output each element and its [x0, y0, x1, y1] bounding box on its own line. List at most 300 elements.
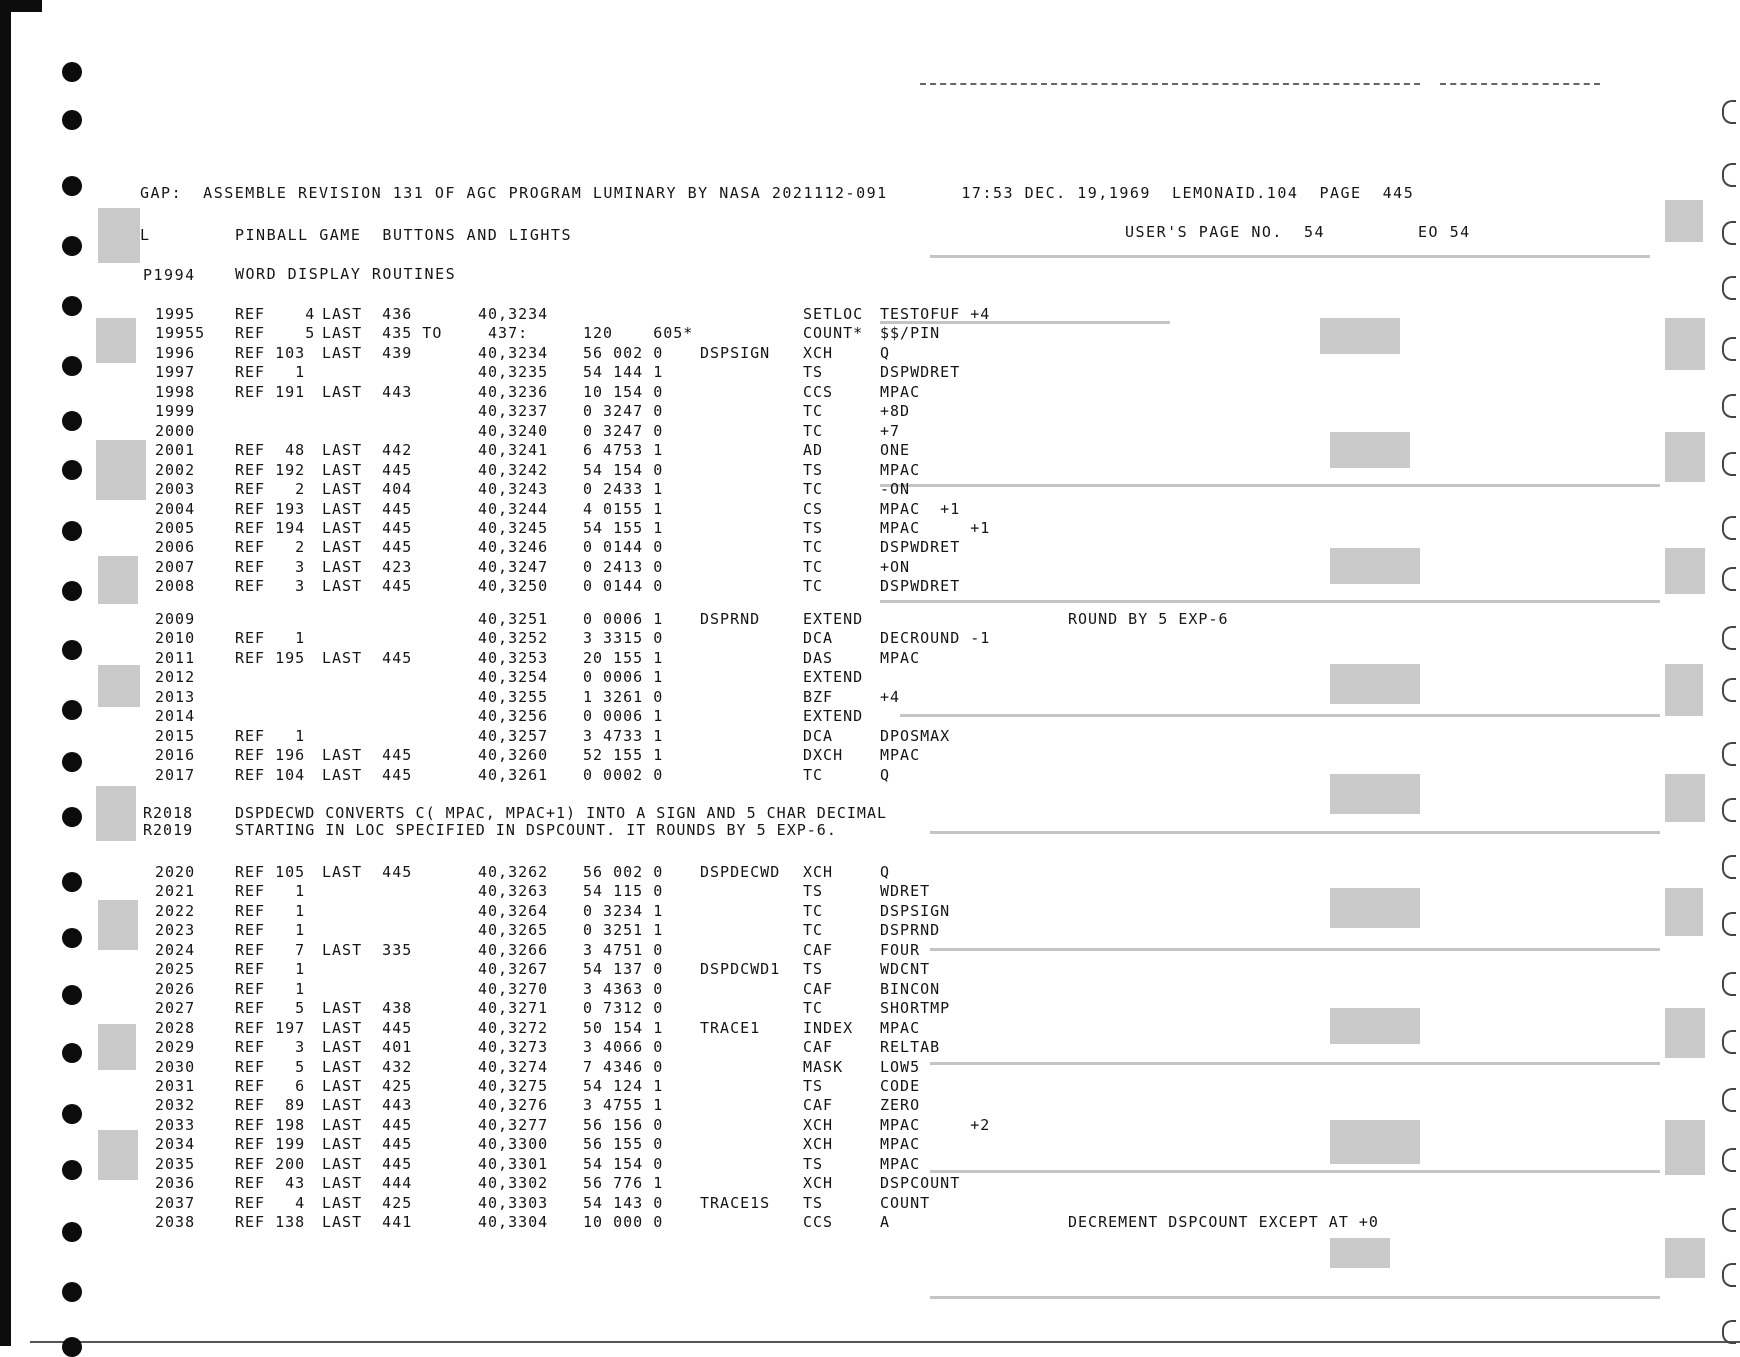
listing-op: TC: [803, 577, 824, 595]
listing-operand: DSPCOUNT: [880, 1174, 961, 1192]
listing-addr: 40,3250: [478, 577, 549, 595]
listing-operand: COUNT: [880, 1194, 931, 1212]
bottom-edge-rule: [30, 1341, 1740, 1343]
listing-word: 56 156 0: [583, 1116, 664, 1134]
listing-addr: 40,3253: [478, 649, 549, 667]
listing-addr: 437:: [478, 324, 529, 342]
listing-operand: MPAC: [880, 461, 921, 479]
scan-artifact: [920, 83, 1420, 86]
listing-op: TC: [803, 480, 824, 498]
listing-addr: 40,3240: [478, 422, 549, 440]
listing-ref: REF 1: [235, 727, 306, 745]
listing-word: 54 124 1: [583, 1077, 664, 1095]
listing-operand: Q: [880, 344, 891, 362]
listing-op: CAF: [803, 941, 834, 959]
listing-ref: REF 2: [235, 538, 306, 556]
listing-ln: 2029: [155, 1038, 196, 1056]
listing-op: XCH: [803, 863, 834, 881]
edge-mark: [1722, 1208, 1736, 1232]
listing-ln: 2010: [155, 629, 196, 647]
feed-hole: [62, 296, 82, 316]
listing-operand: DSPWDRET: [880, 577, 961, 595]
listing-operand: -ON: [880, 480, 911, 498]
scan-artifact: [930, 1170, 1660, 1173]
listing-last: LAST 445: [322, 500, 413, 518]
listing-addr: 40,3301: [478, 1155, 549, 1173]
listing-operand: WDRET: [880, 882, 931, 900]
listing-operand: ZERO: [880, 1096, 921, 1114]
feed-hole: [62, 928, 82, 948]
scan-artifact: [1665, 664, 1703, 716]
listing-ln: 2009: [155, 610, 196, 628]
scan-artifact: [1330, 664, 1420, 704]
remark-text: DSPDECWD CONVERTS C( MPAC, MPAC+1) INTO A SIGN AND 5 CHAR DECIMAL: [235, 804, 887, 822]
listing-op: TC: [803, 538, 824, 556]
listing-ref: REF 200: [235, 1155, 306, 1173]
listing-operand: +7: [880, 422, 901, 440]
listing-word: 3 4363 0: [583, 980, 664, 998]
listing-word: 7 4346 0: [583, 1058, 664, 1076]
listing-last: LAST 435 TO: [322, 324, 443, 342]
scan-artifact: [1440, 83, 1600, 86]
remark-text: STARTING IN LOC SPECIFIED IN DSPCOUNT. IT ROUNDS BY 5 EXP-6.: [235, 821, 837, 839]
scan-artifact: [96, 440, 146, 500]
edge-mark: [1722, 1320, 1736, 1344]
listing-last: LAST 445: [322, 577, 413, 595]
listing-op: TC: [803, 422, 824, 440]
listing-last: LAST 404: [322, 480, 413, 498]
listing-addr: 40,3241: [478, 441, 549, 459]
listing-operand: MPAC +1: [880, 519, 991, 537]
listing-ln: 2030: [155, 1058, 196, 1076]
listing-op: TS: [803, 519, 824, 537]
listing-ln: 2037: [155, 1194, 196, 1212]
listing-ref: REF 1: [235, 629, 306, 647]
feed-hole: [62, 581, 82, 601]
listing-word: 54 115 0: [583, 882, 664, 900]
listing-op: CAF: [803, 1038, 834, 1056]
edge-mark: [1722, 452, 1736, 476]
listing-op: TS: [803, 882, 824, 900]
scan-artifact: [98, 208, 140, 263]
listing-ref: REF 1: [235, 980, 306, 998]
feed-hole: [62, 1222, 82, 1242]
listing-operand: MPAC +1: [880, 500, 961, 518]
scan-artifact: [1665, 1120, 1705, 1175]
p-line-text: WORD DISPLAY ROUTINES: [235, 265, 457, 283]
listing-word: 1 3261 0: [583, 688, 664, 706]
listing-word: 52 155 1: [583, 746, 664, 764]
listing-word: 0 0144 0: [583, 538, 664, 556]
listing-last: LAST 401: [322, 1038, 413, 1056]
edge-mark: [1722, 163, 1736, 187]
listing-ln: 2008: [155, 577, 196, 595]
feed-hole: [62, 176, 82, 196]
listing-ln: 2027: [155, 999, 196, 1017]
listing-word: 0 3247 0: [583, 422, 664, 440]
listing-word: 3 4755 1: [583, 1096, 664, 1114]
scan-artifact: [98, 900, 138, 950]
listing-ln: 2005: [155, 519, 196, 537]
feed-hole: [62, 640, 82, 660]
scan-artifact: [98, 1024, 136, 1070]
listing-ln: 2033: [155, 1116, 196, 1134]
listing-op: BZF: [803, 688, 834, 706]
listing-ref: REF 2: [235, 480, 306, 498]
scan-artifact: [880, 484, 1660, 487]
edge-mark: [1722, 394, 1736, 418]
listing-ln: 19955: [155, 324, 206, 342]
listing-comment: DECREMENT DSPCOUNT EXCEPT AT +0: [1068, 1213, 1379, 1231]
listing-last: LAST 425: [322, 1077, 413, 1095]
listing-last: LAST 445: [322, 863, 413, 881]
listing-word: 4 0155 1: [583, 500, 664, 518]
listing-word: 3 4733 1: [583, 727, 664, 745]
listing-ref: REF 103: [235, 344, 306, 362]
listing-ln: 2024: [155, 941, 196, 959]
listing-label: TRACE1S: [700, 1194, 771, 1212]
listing-addr: 40,3274: [478, 1058, 549, 1076]
listing-last: LAST 445: [322, 1116, 413, 1134]
listing-addr: 40,3277: [478, 1116, 549, 1134]
listing-addr: 40,3237: [478, 402, 549, 420]
listing-ref: REF 6: [235, 1077, 306, 1095]
scan-artifact: [1665, 318, 1705, 370]
edge-mark: [1722, 972, 1736, 996]
listing-word: 54 154 0: [583, 461, 664, 479]
section-title: PINBALL GAME BUTTONS AND LIGHTS: [235, 226, 572, 244]
listing-last: LAST 445: [322, 766, 413, 784]
listing-ln: 2001: [155, 441, 196, 459]
listing-operand: MPAC: [880, 383, 921, 401]
scan-artifact: [930, 255, 1650, 258]
listing-operand: +4: [880, 688, 901, 706]
listing-operand: MPAC: [880, 649, 921, 667]
listing-operand: +ON: [880, 558, 911, 576]
listing-comment: ROUND BY 5 EXP-6: [1068, 610, 1229, 628]
listing-addr: 40,3235: [478, 363, 549, 381]
listing-operand: DPOSMAX: [880, 727, 951, 745]
listing-op: TC: [803, 921, 824, 939]
listing-word: 0 2433 1: [583, 480, 664, 498]
feed-hole: [62, 1104, 82, 1124]
listing-operand: Q: [880, 863, 891, 881]
listing-addr: 40,3254: [478, 668, 549, 686]
listing-addr: 40,3275: [478, 1077, 549, 1095]
listing-operand: Q: [880, 766, 891, 784]
listing-word: 56 776 1: [583, 1174, 664, 1192]
scan-artifact: [1320, 318, 1400, 354]
listing-last: LAST 445: [322, 1155, 413, 1173]
edge-mark: [1722, 678, 1736, 702]
listing-ref: REF 193: [235, 500, 306, 518]
listing-op: DXCH: [803, 746, 844, 764]
listing-addr: 40,3255: [478, 688, 549, 706]
listing-last: LAST 444: [322, 1174, 413, 1192]
listing-ref: REF 3: [235, 1038, 306, 1056]
listing-addr: 40,3270: [478, 980, 549, 998]
listing-label: DSPDECWD: [700, 863, 781, 881]
scan-artifact: [1665, 1008, 1705, 1058]
eo-number: EO 54: [1418, 223, 1471, 241]
listing-operand: BINCON: [880, 980, 941, 998]
listing-last: LAST 445: [322, 461, 413, 479]
feed-hole: [62, 1337, 82, 1357]
listing-op: CAF: [803, 980, 834, 998]
scan-artifact: [930, 948, 1660, 951]
listing-addr: 40,3302: [478, 1174, 549, 1192]
listing-addr: 40,3252: [478, 629, 549, 647]
listing-addr: 40,3264: [478, 902, 549, 920]
listing-ref: REF 1: [235, 882, 306, 900]
listing-word: 0 3251 1: [583, 921, 664, 939]
listing-addr: 40,3257: [478, 727, 549, 745]
listing-operand: DECROUND -1: [880, 629, 991, 647]
scan-artifact: [1665, 774, 1705, 822]
listing-label: DSPRND: [700, 610, 761, 628]
listing-op: DCA: [803, 629, 834, 647]
listing-operand: FOUR: [880, 941, 921, 959]
listing-word: 0 3247 0: [583, 402, 664, 420]
listing-ln: 2017: [155, 766, 196, 784]
listing-ln: 2003: [155, 480, 196, 498]
scan-artifact: [900, 714, 1660, 717]
listing-addr: 40,3234: [478, 305, 549, 323]
listing-addr: 40,3246: [478, 538, 549, 556]
listing-addr: 40,3265: [478, 921, 549, 939]
listing-ref: REF 48: [235, 441, 306, 459]
listing-last: LAST 335: [322, 941, 413, 959]
listing-label: TRACE1: [700, 1019, 761, 1037]
listing-addr: 40,3262: [478, 863, 549, 881]
scan-artifact: [98, 665, 140, 707]
listing-op: XCH: [803, 1135, 834, 1153]
listing-ln: 1996: [155, 344, 196, 362]
feed-hole: [62, 1160, 82, 1180]
listing-ln: 2011: [155, 649, 196, 667]
feed-hole: [62, 62, 82, 82]
listing-op: INDEX: [803, 1019, 854, 1037]
listing-word: 3 4066 0: [583, 1038, 664, 1056]
listing-ref: REF 89: [235, 1096, 306, 1114]
listing-operand: $$/PIN: [880, 324, 941, 342]
listing-operand: SHORTMP: [880, 999, 951, 1017]
listing-operand: +8D: [880, 402, 911, 420]
listing-operand: DSPRND: [880, 921, 941, 939]
listing-word: 0 0006 1: [583, 707, 664, 725]
edge-mark: [1722, 626, 1736, 650]
listing-op: DAS: [803, 649, 834, 667]
listing-label: DSPDCWD1: [700, 960, 781, 978]
listing-word: 56 155 0: [583, 1135, 664, 1153]
listing-operand: RELTAB: [880, 1038, 941, 1056]
listing-ref: REF 5: [235, 999, 306, 1017]
listing-addr: 40,3276: [478, 1096, 549, 1114]
listing-ref: REF 199: [235, 1135, 306, 1153]
listing-last: LAST 439: [322, 344, 413, 362]
edge-mark: [1722, 742, 1736, 766]
listing-last: LAST 445: [322, 649, 413, 667]
feed-hole: [62, 807, 82, 827]
listing-operand: MPAC: [880, 1019, 921, 1037]
listing-operand: CODE: [880, 1077, 921, 1095]
listing-op: EXTEND: [803, 707, 864, 725]
scan-artifact: [1330, 888, 1420, 928]
listing-ref: REF 105: [235, 863, 306, 881]
listing-ref: REF 192: [235, 461, 306, 479]
listing-word: 3 3315 0: [583, 629, 664, 647]
listing-last: LAST 425: [322, 1194, 413, 1212]
listing-op: TS: [803, 461, 824, 479]
edge-mark: [1722, 221, 1736, 245]
listing-ln: 1998: [155, 383, 196, 401]
listing-op: CAF: [803, 1096, 834, 1114]
feed-hole: [62, 872, 82, 892]
listing-addr: 40,3245: [478, 519, 549, 537]
edge-mark: [1722, 1263, 1736, 1287]
listing-addr: 40,3244: [478, 500, 549, 518]
listing-op: TS: [803, 1155, 824, 1173]
listing-operand: MPAC: [880, 1155, 921, 1173]
feed-hole: [62, 1282, 82, 1302]
listing-addr: 40,3243: [478, 480, 549, 498]
listing-addr: 40,3267: [478, 960, 549, 978]
listing-ref: REF 5: [235, 324, 316, 342]
listing-addr: 40,3251: [478, 610, 549, 628]
listing-ln: 2004: [155, 500, 196, 518]
scan-artifact: [1665, 200, 1703, 242]
listing-addr: 40,3273: [478, 1038, 549, 1056]
listing-word: 54 143 0: [583, 1194, 664, 1212]
listing-op: EXTEND: [803, 668, 864, 686]
listing-ln: 2022: [155, 902, 196, 920]
listing-last: LAST 445: [322, 519, 413, 537]
listing-op: XCH: [803, 1116, 834, 1134]
listing-ref: REF 1: [235, 921, 306, 939]
feed-hole: [62, 985, 82, 1005]
scan-artifact: [96, 786, 136, 841]
feed-hole: [62, 1043, 82, 1063]
listing-addr: 40,3261: [478, 766, 549, 784]
feed-hole: [62, 752, 82, 772]
edge-mark: [1722, 1030, 1736, 1054]
feed-hole: [62, 236, 82, 256]
listing-op: TC: [803, 999, 824, 1017]
scan-artifact: [98, 556, 138, 604]
listing-op: TS: [803, 1194, 824, 1212]
listing-ref: REF 195: [235, 649, 306, 667]
listing-addr: 40,3266: [478, 941, 549, 959]
scan-artifact: [880, 600, 1660, 603]
listing-word: 0 0006 1: [583, 610, 664, 628]
listing-operand: DSPSIGN: [880, 902, 951, 920]
listing-addr: 40,3272: [478, 1019, 549, 1037]
listing-op: TS: [803, 960, 824, 978]
listing-word: 54 155 1: [583, 519, 664, 537]
feed-hole: [62, 411, 82, 431]
edge-mark: [1722, 798, 1736, 822]
edge-mark: [1722, 1088, 1736, 1112]
remark-line-number: R2018: [143, 804, 194, 822]
feed-hole: [62, 700, 82, 720]
listing-addr: 40,3236: [478, 383, 549, 401]
feed-hole: [62, 356, 82, 376]
listing-word: 10 154 0: [583, 383, 664, 401]
listing-word: 56 002 0: [583, 863, 664, 881]
users-page-number: USER'S PAGE NO. 54: [1125, 223, 1326, 241]
scan-artifact: [1330, 774, 1420, 814]
scan-artifact: [1665, 548, 1705, 594]
listing-ln: 2014: [155, 707, 196, 725]
listing-operand: WDCNT: [880, 960, 931, 978]
edge-mark: [1722, 516, 1736, 540]
listing-ln: 2038: [155, 1213, 196, 1231]
listing-op: XCH: [803, 1174, 834, 1192]
scan-artifact: [1665, 1238, 1705, 1278]
edge-mark: [1722, 100, 1736, 124]
listing-ln: 2000: [155, 422, 196, 440]
listing-op: TS: [803, 363, 824, 381]
listing-ref: REF 198: [235, 1116, 306, 1134]
listing-addr: 40,3304: [478, 1213, 549, 1231]
listing-word: 56 002 0: [583, 344, 664, 362]
listing-ln: 2026: [155, 980, 196, 998]
listing-ln: 1999: [155, 402, 196, 420]
listing-ref: REF 197: [235, 1019, 306, 1037]
scan-artifact: [1665, 888, 1703, 936]
listing-operand: MPAC +2: [880, 1116, 991, 1134]
listing-ref: REF 196: [235, 746, 306, 764]
listing-word: 20 155 1: [583, 649, 664, 667]
listing-addr: 40,3256: [478, 707, 549, 725]
listing-word: 0 7312 0: [583, 999, 664, 1017]
listing-word: 0 0002 0: [583, 766, 664, 784]
listing-operand: A: [880, 1213, 891, 1231]
listing-ref: REF 191: [235, 383, 306, 401]
scan-artifact: [930, 1296, 1660, 1299]
listing-operand: DSPWDRET: [880, 363, 961, 381]
listing-word: 0 2413 0: [583, 558, 664, 576]
scan-artifact: [1665, 432, 1705, 482]
edge-mark: [1722, 567, 1736, 591]
listing-word: 3 4751 0: [583, 941, 664, 959]
scan-artifact: [96, 318, 136, 363]
listing-last: LAST 438: [322, 999, 413, 1017]
listing-last: LAST 445: [322, 1019, 413, 1037]
listing-word: 0 0144 0: [583, 577, 664, 595]
listing-word: 50 154 1: [583, 1019, 664, 1037]
listing-ref: REF 4: [235, 305, 316, 323]
listing-last: LAST 445: [322, 1135, 413, 1153]
listing-ln: 2032: [155, 1096, 196, 1114]
listing-ref: REF 138: [235, 1213, 306, 1231]
listing-op: CS: [803, 500, 824, 518]
listing-word: 0 3234 1: [583, 902, 664, 920]
scan-artifact: [1330, 1008, 1420, 1044]
left-margin-rule: [0, 0, 11, 1346]
listing-addr: 40,3242: [478, 461, 549, 479]
listing-operand: TESTOFUF +4: [880, 305, 991, 323]
left-margin-rule-cap: [0, 0, 42, 12]
scan-artifact: [1330, 548, 1420, 584]
listing-ref: REF 5: [235, 1058, 306, 1076]
listing-last: LAST 423: [322, 558, 413, 576]
listing-op: AD: [803, 441, 824, 459]
edge-mark: [1722, 1148, 1736, 1172]
listing-ln: 2020: [155, 863, 196, 881]
listing-op: EXTEND: [803, 610, 864, 628]
listing-op: SETLOC: [803, 305, 864, 323]
